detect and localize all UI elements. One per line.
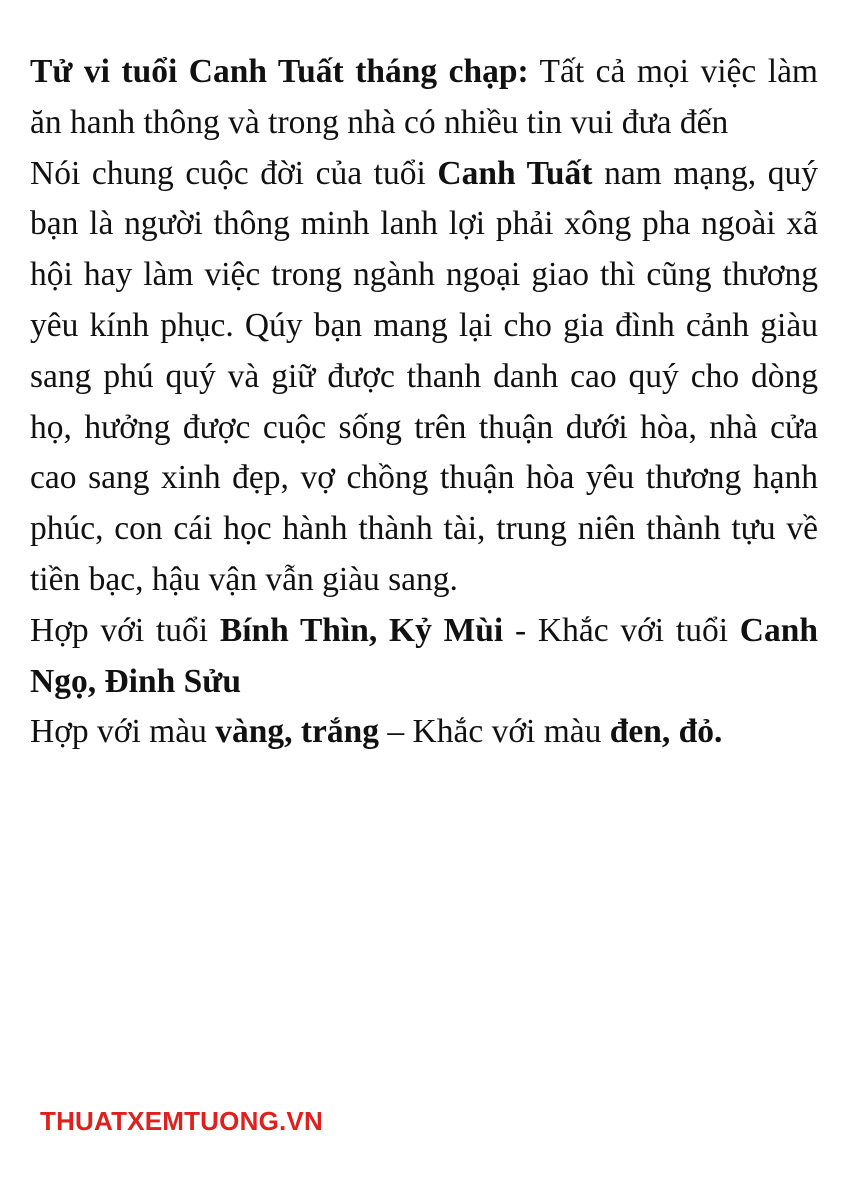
- conflict-ages-label: - Khắc với tuổi: [503, 611, 740, 649]
- intro-heading: Tử vi tuổi Canh Tuất tháng chạp:: [30, 53, 529, 90]
- life-text-rest: nam mạng, quý bạn là người thông minh lanh lợi phải xông pha ngoài xã hội hay làm việc trong ngành ngoại giao thì cũng thương yêu kính phục. Qúy bạn mang lại cho gia đình cảnh giàu sang phú quý và giữ được thanh danh cao quý cho dòng họ, hưởng được cuộc sống trên thuận dưới hòa, nhà cửa cao sang xinh đẹp, vợ chồng thuận hòa yêu thương hạnh phúc, con cái học hành thành tài, trung niên thành tựu về tiền bạc, hậu vận vẫn giàu sang.: [30, 154, 819, 598]
- colors-paragraph: [30, 707, 818, 758]
- conflict-colors-label: – Khắc với màu: [379, 713, 610, 751]
- site-brand: THUATXEMTUONG.VN: [40, 1106, 323, 1136]
- compatible-colors-label: Hợp với màu: [30, 713, 216, 751]
- intro-text: Tất cả mọi việc làm ăn hanh thông và trong nhà có nhiều tin vui đưa đến: [30, 53, 818, 141]
- life-highlight: Canh Tuất: [437, 154, 593, 192]
- article-body: [30, 47, 818, 758]
- compatible-ages-paragraph: [30, 606, 818, 708]
- intro-paragraph: [30, 47, 818, 149]
- life-paragraph: [30, 149, 818, 606]
- life-text-start: Nói chung cuộc đời của tuổi: [30, 154, 438, 192]
- conflict-colors: đen, đỏ.: [609, 713, 723, 751]
- compatible-ages: Bính Thìn, Kỷ Mùi: [219, 611, 504, 649]
- conflict-ages: Canh Ngọ, Đinh Sửu: [30, 611, 818, 700]
- compatible-ages-label: Hợp với tuổi: [30, 611, 220, 649]
- compatible-colors: vàng, trắng: [215, 713, 380, 751]
